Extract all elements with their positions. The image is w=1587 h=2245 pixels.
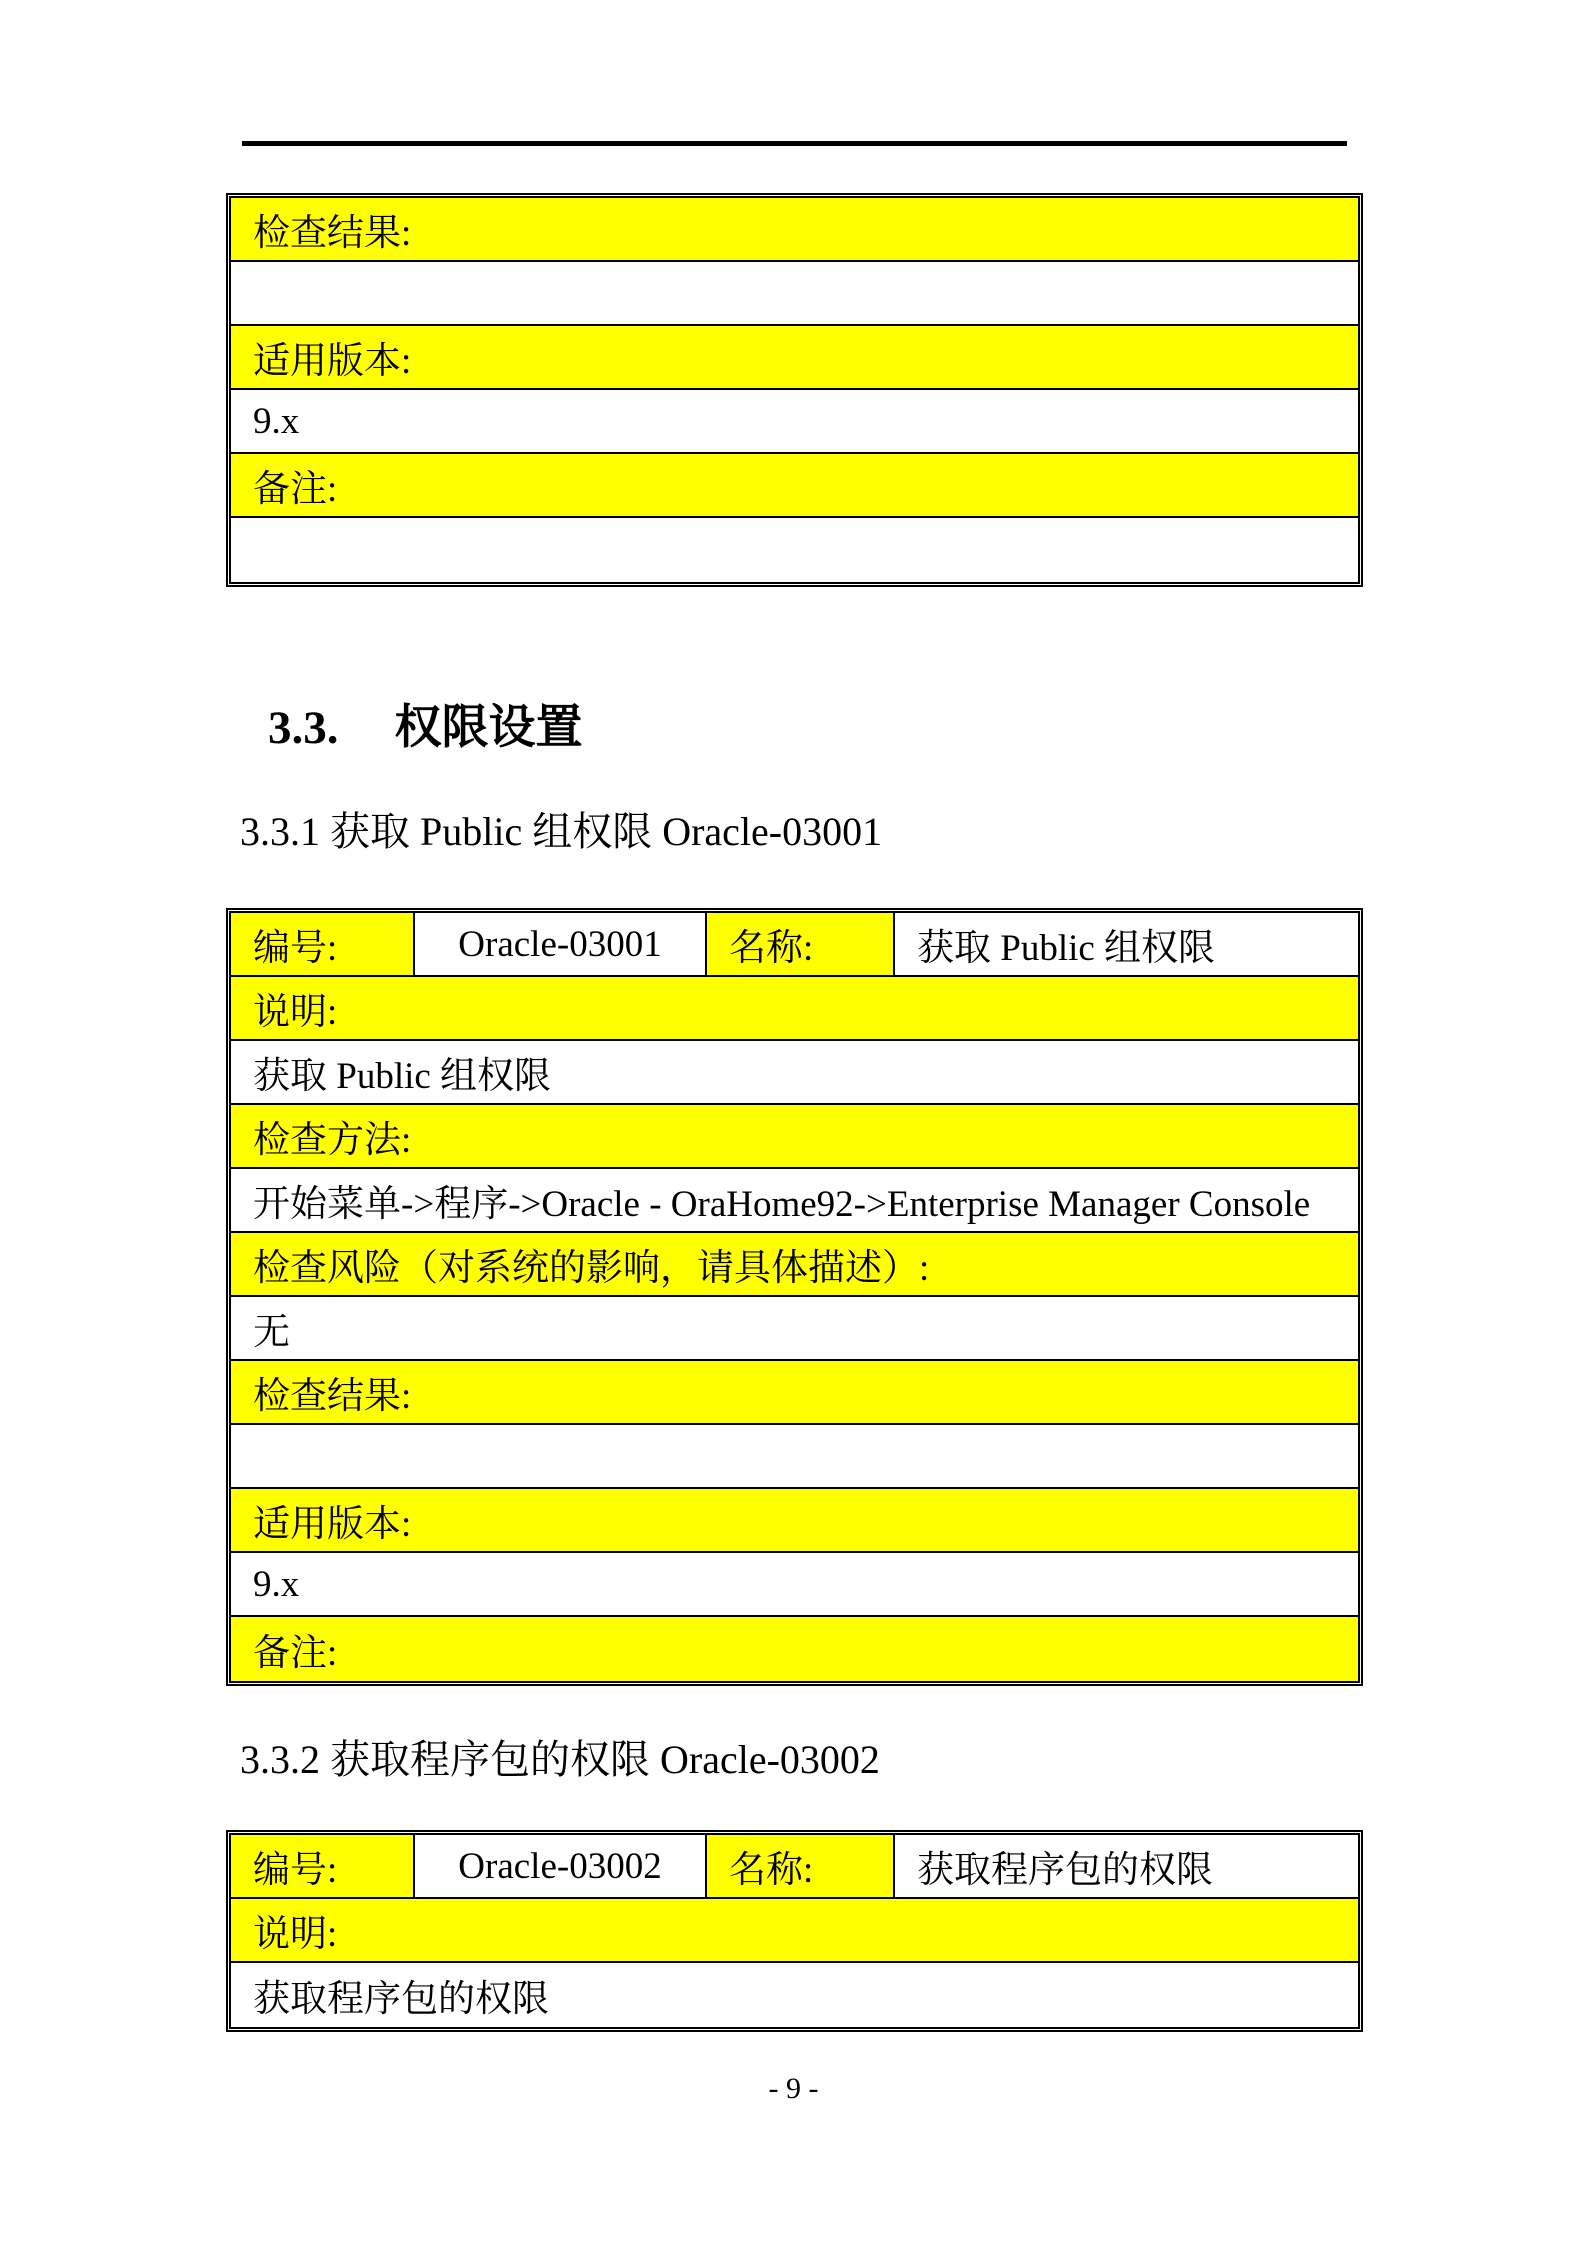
method-label: 检查方法: bbox=[253, 1120, 412, 1161]
name-value: 获取 Public 组权限 bbox=[917, 928, 1216, 969]
id-value: Oracle-03002 bbox=[458, 1845, 662, 1887]
table-row bbox=[231, 1899, 1358, 1963]
table-row bbox=[231, 1361, 1358, 1425]
result-label: 检查结果: bbox=[253, 213, 412, 254]
id-value-cell bbox=[415, 913, 707, 975]
table-row bbox=[231, 454, 1358, 518]
section-number: 3.3.1 bbox=[240, 809, 320, 854]
table-row bbox=[231, 1617, 1358, 1681]
name-value-cell bbox=[895, 913, 1358, 975]
name-label-cell bbox=[707, 913, 895, 975]
id-value-cell bbox=[415, 1835, 707, 1897]
name-label-cell bbox=[707, 1835, 895, 1897]
table-row bbox=[231, 198, 1358, 262]
result-label: 检查结果: bbox=[253, 1376, 412, 1417]
desc-value: 获取 Public 组权限 bbox=[253, 1056, 552, 1097]
check-item-table-03002 bbox=[226, 1830, 1363, 2032]
method-value: 开始菜单->程序->Oracle - OraHome92->Enterprise Manager Console bbox=[253, 1184, 1311, 1225]
id-label: 编号: bbox=[253, 928, 338, 969]
table-row bbox=[231, 1041, 1358, 1105]
section-title: 获取 Public 组权限 Oracle-03001 bbox=[330, 809, 883, 854]
risk-value: 无 bbox=[253, 1312, 290, 1353]
table-row bbox=[231, 1553, 1358, 1617]
section-title: 权限设置 bbox=[394, 702, 583, 754]
section-number: 3.3. bbox=[268, 702, 339, 754]
section-heading-33 bbox=[268, 690, 583, 757]
name-label: 名称: bbox=[729, 1850, 814, 1891]
table-row bbox=[231, 1297, 1358, 1361]
table-row bbox=[231, 977, 1358, 1041]
table-row bbox=[231, 518, 1358, 582]
table-row bbox=[231, 1425, 1358, 1489]
id-label: 编号: bbox=[253, 1850, 338, 1891]
id-label-cell bbox=[231, 1835, 415, 1897]
table-row bbox=[231, 1835, 1358, 1899]
version-value: 9.x bbox=[253, 1563, 300, 1605]
desc-value: 获取程序包的权限 bbox=[253, 1979, 549, 2020]
note-label: 备注: bbox=[253, 469, 338, 510]
check-table-continuation bbox=[226, 193, 1363, 587]
section-title: 获取程序包的权限 Oracle-03002 bbox=[330, 1737, 880, 1782]
page-number: - 9 - bbox=[768, 2072, 819, 2105]
name-value-cell bbox=[895, 1835, 1358, 1897]
table-row bbox=[231, 1169, 1358, 1233]
table-row bbox=[231, 1105, 1358, 1169]
name-label: 名称: bbox=[729, 928, 814, 969]
id-value: Oracle-03001 bbox=[458, 923, 662, 965]
page-header-rule bbox=[242, 141, 1347, 146]
table-row bbox=[231, 1489, 1358, 1553]
check-item-table-03001 bbox=[226, 908, 1363, 1686]
table-row bbox=[231, 1963, 1358, 2027]
table-row bbox=[231, 326, 1358, 390]
note-label: 备注: bbox=[253, 1633, 338, 1674]
desc-label: 说明: bbox=[253, 992, 338, 1033]
table-row bbox=[231, 262, 1358, 326]
table-row bbox=[231, 1233, 1358, 1297]
version-label: 适用版本: bbox=[253, 1504, 412, 1545]
section-number: 3.3.2 bbox=[240, 1737, 320, 1782]
table-row bbox=[231, 390, 1358, 454]
version-label: 适用版本: bbox=[253, 341, 412, 382]
id-label-cell bbox=[231, 913, 415, 975]
version-value: 9.x bbox=[253, 400, 300, 442]
table-row bbox=[231, 913, 1358, 977]
name-value: 获取程序包的权限 bbox=[917, 1850, 1213, 1891]
section-heading-332 bbox=[240, 1728, 880, 1785]
risk-label: 检查风险（对系统的影响，请具体描述）: bbox=[253, 1248, 930, 1289]
desc-label: 说明: bbox=[253, 1914, 338, 1955]
section-heading-331 bbox=[240, 800, 882, 857]
